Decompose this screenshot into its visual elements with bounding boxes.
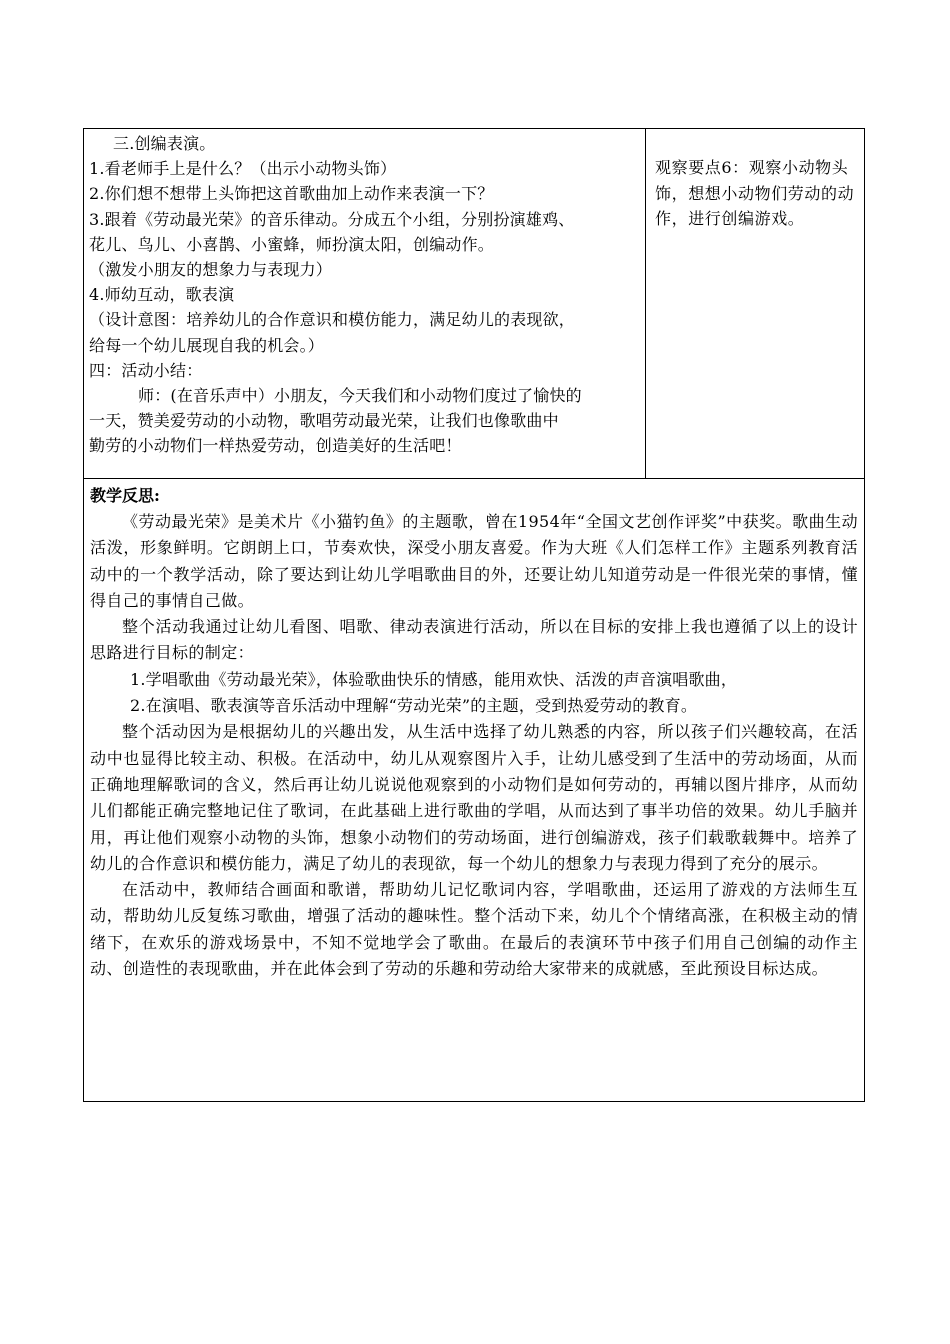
reflection-paragraph: 整个活动因为是根据幼儿的兴趣出发，从生活中选择了幼儿熟悉的内容，所以孩子们兴趣较高，在活动中也显得比较主动、积极。在活动中，幼儿从观察图片入手，让幼儿感受到了生活中的劳动场面，从而正确地理解歌词的含义，然后再让幼儿说说他观察到的小动物们是如何劳动的，再辅以图片排序，从而幼儿们都能正确完整地记住了歌词，在此基础上进行歌曲的学唱，从而达到了事半功倍的效果。幼儿手脑并用，再让他们观察小动物的头饰，想象小动物们的劳动场面，进行创编游戏，孩子们载歌载舞中。培养了幼儿的合作意识和模仿能力，满足了幼儿的表现欲，每一个幼儿的想象力与表现力得到了充分的展示。: [90, 722, 858, 873]
activity-row: [84, 129, 864, 479]
activity-step: 1.看老师手上是什么？（出示小动物头饰）: [89, 159, 397, 179]
reflection-paragraph: 在活动中，教师结合画面和歌谱，帮助幼儿记忆歌词内容，学唱歌曲，还运用了游戏的方法师生互动，帮助幼儿反复练习歌曲，增强了活动的趣味性。整个活动下来，幼儿个个情绪高涨，在积极主动的情绪下，在欢乐的游戏场景中，不知不觉地学会了歌曲。在最后的表演环节中孩子们用自己创编的动作主动、创造性的表现歌曲，并在此体会到了劳动的乐趣和劳动给大家带来的成就感，至此预设目标达成。: [90, 880, 858, 979]
goal-item: 2.在演唱、歌表演等音乐活动中理解“劳动光荣”的主题，受到热爱劳动的教育。: [130, 696, 698, 716]
activity-process-cell: [84, 129, 646, 478]
reflection-paragraph: 《劳动最光荣》是美术片《小猫钓鱼》的主题歌，曾在1954年“全国文艺创作评奖”中获奖。歌曲生动活泼，形象鲜明。它朗朗上口，节奏欢快，深受小朋友喜爱。作为大班《人们怎样工作》主题系列教育活动中的一个教学活动，除了要达到让幼儿学唱歌曲目的外，还要让幼儿知道劳动是一件很光荣的事情，懂得自己的事情自己做。: [90, 512, 858, 610]
activity-step: （激发小朋友的想象力与表现力）: [89, 260, 333, 280]
section-heading-create-perform: 三.创编表演。: [113, 134, 216, 153]
observation-cell: [646, 129, 864, 478]
activity-step: 2.你们想不想带上头饰把这首歌曲加上动作来表演一下？: [89, 184, 494, 204]
observation-point: 观察要点6：观察小动物头饰，想想小动物们劳动的动作，进行创编游戏。: [655, 158, 855, 229]
lesson-table: [83, 128, 865, 1102]
reflection-heading: 教学反思:: [90, 486, 160, 505]
reflection-cell: [84, 479, 864, 1101]
activity-step: 花儿、鸟儿、小喜鹊、小蜜蜂，师扮演太阳，创编动作。: [89, 234, 495, 254]
summary-text: 师：(在音乐声中）小朋友，今天我们和小动物们度过了愉快的: [138, 386, 582, 406]
reflection-paragraph: 整个活动我通过让幼儿看图、唱歌、律动表演进行活动，所以在目标的安排上我也遵循了以上的设计思路进行目标的制定：: [90, 617, 858, 663]
summary-text: 勤劳的小动物们一样热爱劳动，创造美好的生活吧！: [89, 436, 462, 456]
summary-text: 一天，赞美爱劳动的小动物，歌唱劳动最光荣，让我们也像歌曲中: [89, 411, 559, 431]
activity-step: 4.师幼互动，歌表演: [89, 285, 235, 305]
activity-step: （设计意图：培养幼儿的合作意识和模仿能力，满足幼儿的表现欲，: [89, 310, 576, 330]
section-heading-summary: 四：活动小结：: [89, 360, 203, 380]
activity-step: 3.跟着《劳动最光荣》的音乐律动。分成五个小组，分别扮演雄鸡、: [89, 209, 575, 229]
goal-item: 1.学唱歌曲《劳动最光荣》，体验歌曲快乐的情感，能用欢快、活泼的声音演唱歌曲，: [130, 669, 738, 689]
activity-step: 给每一个幼儿展现自我的机会。）: [89, 335, 325, 355]
